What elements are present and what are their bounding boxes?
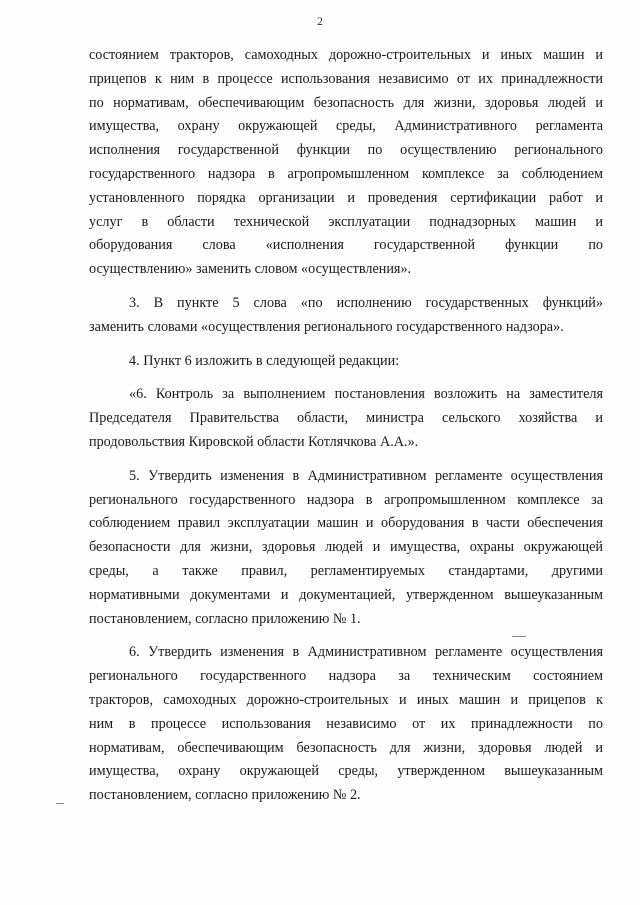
text-line: регионального государственного надзора за техническим состоянием bbox=[89, 668, 603, 685]
text-line: нормативам, обеспечивающим безопасность для жизни, здоровья людей и bbox=[89, 739, 603, 756]
text-line: 4. Пункт 6 изложить в следующей редакции: bbox=[129, 352, 400, 369]
paragraph-gap bbox=[89, 282, 603, 292]
text-line: Председателя Правительства области, министра сельского хозяйства и bbox=[89, 410, 603, 427]
text-line: 3. В пункте 5 слова «по исполнению государственных функций» bbox=[129, 294, 603, 311]
text-line: состоянием тракторов, самоходных дорожно-строительных и иных машин и bbox=[89, 47, 603, 63]
text-line: услуг в области технической эксплуатации поднадзорных машин и bbox=[89, 213, 603, 230]
paragraph-p-item-5 bbox=[89, 465, 603, 632]
text-line: имущества, охрану окружающей среды, утвержденном вышеуказанным bbox=[89, 763, 603, 780]
text-line: среды, а также правил, регламентируемых стандартами, другими bbox=[89, 562, 603, 579]
paragraph-p-item-6 bbox=[89, 641, 603, 808]
text-line: исполнения государственной функции по осуществлению регионального bbox=[89, 142, 603, 159]
document-body bbox=[89, 44, 603, 808]
paragraph-p-item-4-quote bbox=[89, 383, 603, 454]
paragraph-p-item-3 bbox=[89, 292, 603, 340]
text-line: по нормативам, обеспечивающим безопасность для жизни, здоровья людей и bbox=[89, 94, 603, 111]
text-line: постановлением, согласно приложению № 2. bbox=[89, 787, 361, 804]
text-line: постановлением, согласно приложению № 1. bbox=[89, 610, 361, 627]
text-line: соблюдением правил эксплуатации машин и оборудования в части обеспечения bbox=[89, 515, 603, 532]
text-line: 6. Утвердить изменения в Административном регламенте осуществления bbox=[129, 644, 603, 661]
scan-artifact-mark bbox=[56, 803, 64, 804]
text-line: безопасности для жизни, здоровья людей и имущества, охраны окружающей bbox=[89, 539, 603, 556]
text-line: государственного надзора в агропромышленном комплексе за соблюдением bbox=[89, 165, 603, 182]
paragraph-p-continuation bbox=[89, 44, 603, 282]
text-line: прицепов к ним в процессе использования независимо от их принадлежности bbox=[89, 70, 603, 87]
text-line: тракторов, самоходных дорожно-строительных и иных машин и прицепов к bbox=[89, 691, 603, 708]
text-line: оборудования слова «исполнения государственной функции по bbox=[89, 237, 603, 254]
text-line: «6. Контроль за выполнением постановления возложить на заместителя bbox=[129, 386, 603, 403]
text-line: нормативными документами и документацией, утвержденном вышеуказанным bbox=[89, 586, 603, 603]
text-line: регионального государственного надзора в агропромышленном комплексе за bbox=[89, 491, 603, 508]
paragraph-p-item-4 bbox=[89, 350, 603, 374]
paragraph-gap bbox=[89, 455, 603, 465]
text-line: осуществлению» заменить словом «осуществления». bbox=[89, 261, 412, 278]
text-line: 5. Утвердить изменения в Административном регламенте осуществления bbox=[129, 467, 603, 484]
text-line: установленного порядка организации и проведения сертификации работ и bbox=[89, 189, 603, 206]
scan-artifact-mark bbox=[512, 636, 526, 637]
text-line: имущества, охрану окружающей среды, Административного регламента bbox=[89, 118, 603, 135]
paragraph-gap bbox=[89, 340, 603, 350]
text-line: продовольствия Кировской области Котлячкова А.А.». bbox=[89, 433, 419, 450]
text-line: заменить словами «осуществления регионального государственного надзора». bbox=[89, 318, 564, 335]
text-line: ним в процессе использования независимо от их принадлежности по bbox=[89, 715, 603, 732]
paragraph-gap bbox=[89, 373, 603, 383]
page-number: 2 bbox=[317, 14, 323, 28]
